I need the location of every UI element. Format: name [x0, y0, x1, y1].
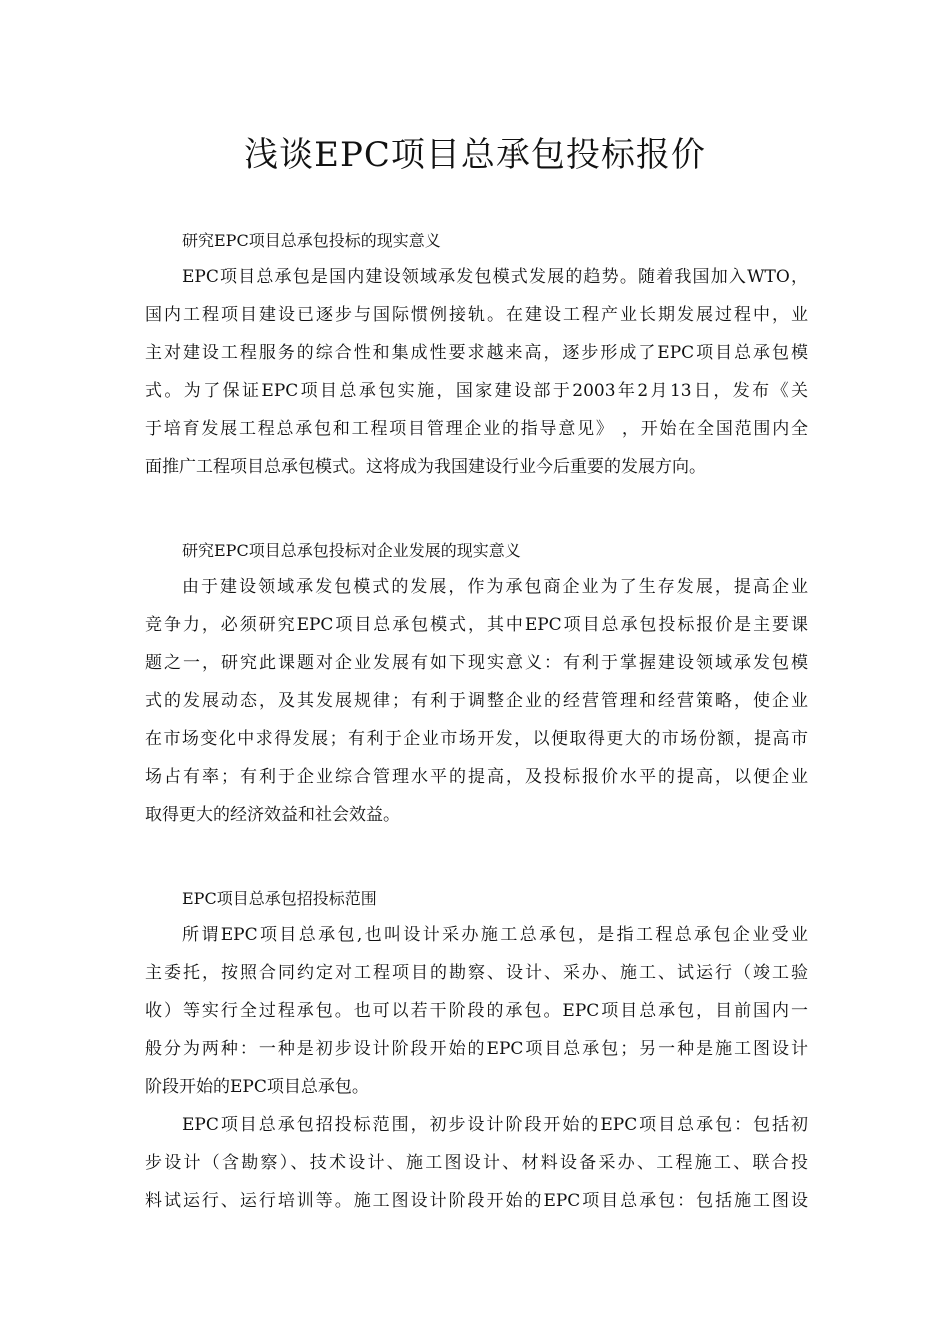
paragraph-line: 收）等实行全过程承包。也可以若干阶段的承包。EPC项目总承包，目前国内一: [145, 1001, 808, 1021]
section-heading: 研究EPC项目总承包投标的现实意义: [182, 231, 441, 250]
paragraph-line: 国内工程项目建设已逐步与国际惯例接轨。在建设工程产业长期发展过程中，业: [145, 305, 808, 325]
paragraph-line: 式。为了保证EPC项目总承包实施，国家建设部于2003年2月13日，发布《关: [145, 381, 808, 401]
paragraph-line: 主委托，按照合同约定对工程项目的勘察、设计、采办、施工、试运行（竣工验: [145, 963, 808, 983]
paragraph-line: 取得更大的经济效益和社会效益。: [145, 805, 400, 825]
paragraph-line: EPC项目总承包是国内建设领域承发包模式发展的趋势。随着我国加入WTO，: [182, 267, 808, 287]
section-heading: EPC项目总承包招投标范围: [182, 889, 377, 908]
paragraph-line: 竞争力，必须研究EPC项目总承包模式，其中EPC项目总承包投标报价是主要课: [145, 615, 808, 635]
section-heading: 研究EPC项目总承包投标对企业发展的现实意义: [182, 541, 521, 560]
paragraph-line: 式的发展动态，及其发展规律；有利于调整企业的经营管理和经营策略，使企业: [145, 691, 808, 711]
paragraph-line: 在市场变化中求得发展；有利于企业市场开发，以便取得更大的市场份额，提高市: [145, 729, 808, 749]
paragraph-line: 于培育发展工程总承包和工程项目管理企业的指导意见》 ，开始在全国范围内全: [145, 419, 808, 439]
document-title: 浅谈EPC项目总承包投标报价: [244, 135, 706, 175]
paragraph-line: 由于建设领域承发包模式的发展，作为承包商企业为了生存发展，提高企业: [182, 577, 808, 597]
paragraph-line: 场占有率；有利于企业综合管理水平的提高，及投标报价水平的提高，以便企业: [145, 767, 808, 787]
paragraph-line: 步设计（含勘察）、技术设计、施工图设计、材料设备采办、工程施工、联合投: [145, 1153, 808, 1173]
paragraph-line: 主对建设工程服务的综合性和集成性要求越来高，逐步形成了EPC项目总承包模: [145, 343, 808, 363]
paragraph-line: 料试运行、运行培训等。施工图设计阶段开始的EPC项目总承包：包括施工图设: [145, 1191, 808, 1211]
paragraph-line: 阶段开始的EPC项目总承包。: [145, 1077, 369, 1097]
paragraph-line: 题之一，研究此课题对企业发展有如下现实意义：有利于掌握建设领域承发包模: [145, 653, 808, 673]
paragraph-line: 面推广工程项目总承包模式。这将成为我国建设行业今后重要的发展方向。: [145, 457, 706, 477]
paragraph-line: 般分为两种：一种是初步设计阶段开始的EPC项目总承包；另一种是施工图设计: [145, 1039, 808, 1059]
paragraph-line: EPC项目总承包招投标范围，初步设计阶段开始的EPC项目总承包：包括初: [182, 1115, 808, 1135]
paragraph-line: 所谓EPC项目总承包,也叫设计采办施工总承包，是指工程总承包企业受业: [182, 925, 808, 945]
